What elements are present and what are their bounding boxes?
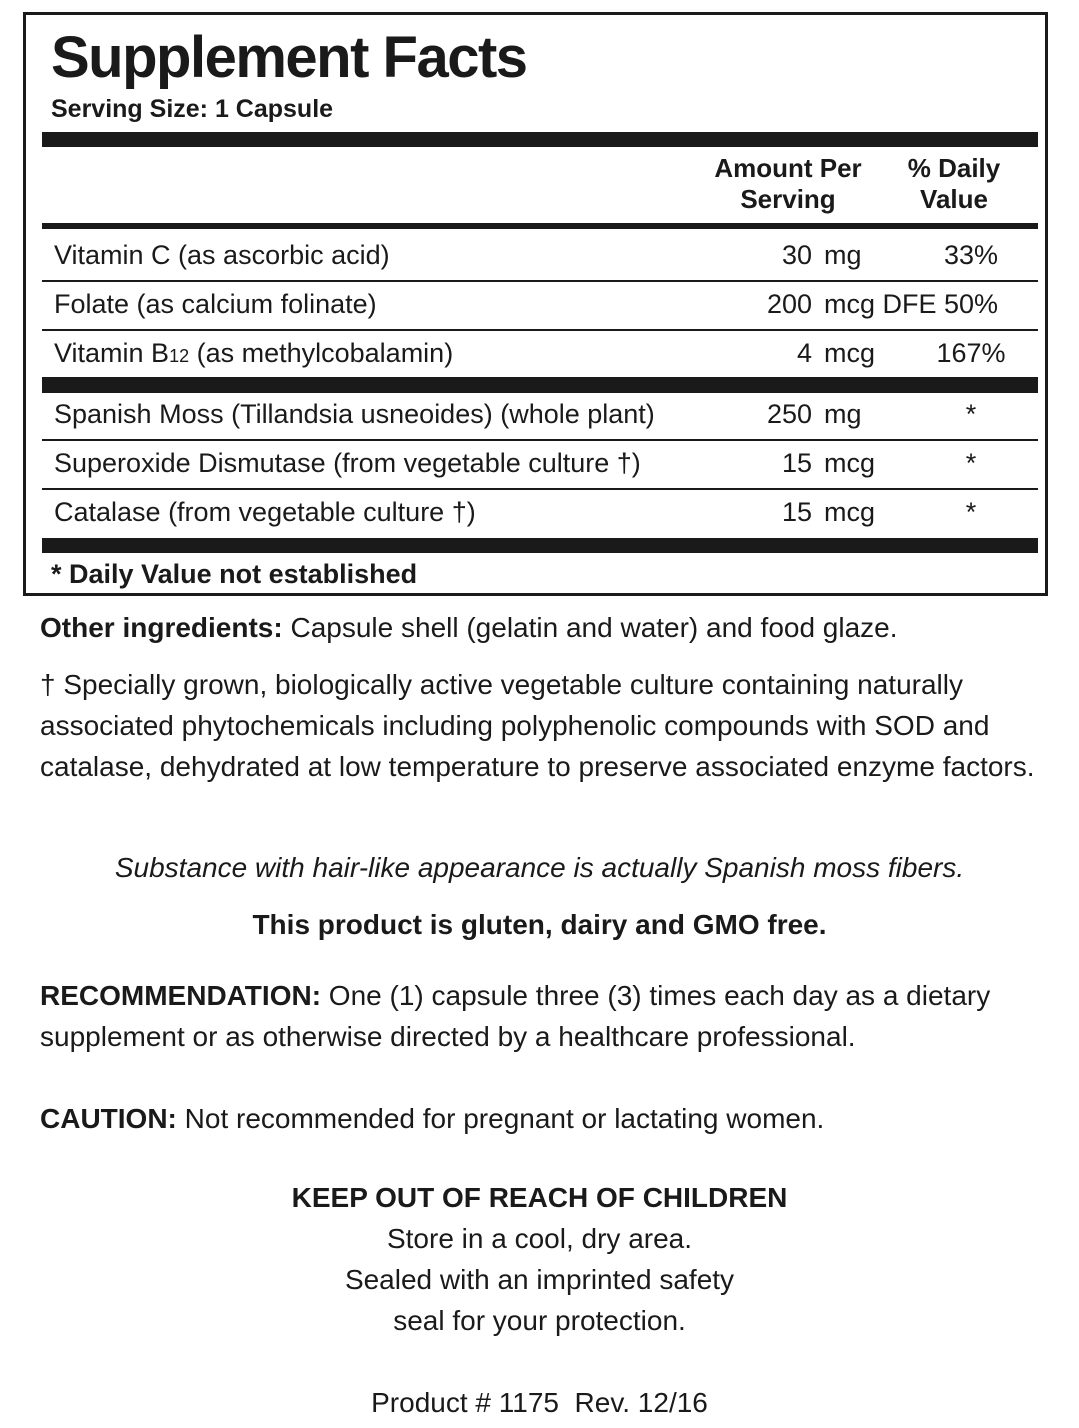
thick-divider	[42, 538, 1038, 553]
other-ingredients: Other ingredients: Capsule shell (gelatin and water) and food glaze.	[40, 612, 898, 643]
caution: CAUTION: Not recommended for pregnant or lactating women.	[40, 1103, 825, 1134]
nutrient-row-folate: Folate (as calcium folinate) 200 mcg DFE 50%	[54, 289, 999, 319]
supplement-facts-panel	[23, 12, 1048, 596]
storage-line: Store in a cool, dry area.	[386, 1223, 693, 1254]
facts-title: Supplement Facts	[51, 25, 527, 90]
serving-size: Serving Size: 1 Capsule	[51, 95, 334, 123]
ingredient-row-spanish-moss: Spanish Moss (Tillandsia usneoides) (whole plant) 250 mg *	[54, 399, 977, 429]
seal-line: seal for your protection.	[393, 1305, 686, 1336]
keep-out-of-reach: KEEP OUT OF REACH OF CHILDREN	[291, 1182, 788, 1213]
ingredient-row-catalase: Catalase (from vegetable culture †) 15 mcg *	[54, 497, 977, 527]
ingredient-row-superoxide-dismutase: Superoxide Dismutase (from vegetable culture †) 15 mcg *	[54, 448, 977, 478]
nutrient-row-vitamin-c: Vitamin C (as ascorbic acid) 30 mg 33%	[54, 240, 999, 270]
recommendation: RECOMMENDATION: One (1) capsule three (3) times each day as a dietary supplement or as otherwise directed by a healthcare professional.	[40, 980, 991, 1052]
product-number: Product # 1175 Rev. 12/16	[371, 1387, 708, 1418]
header-divider	[42, 223, 1038, 229]
daily-value-footnote: * Daily Value not established	[51, 559, 418, 589]
amount-header: Amount Per Serving	[714, 153, 862, 214]
allergen-free-note: This product is gluten, dairy and GMO free.	[252, 909, 827, 940]
nutrient-row-vitamin-b12: Vitamin B12 (as methylcobalamin) 4 mcg 167%	[54, 338, 1006, 368]
thick-divider	[42, 132, 1038, 147]
substance-note: Substance with hair-like appearance is actually Spanish moss fibers.	[114, 852, 965, 883]
daily-value-header: % Daily Value	[907, 153, 1001, 214]
vegetable-culture-note: † Specially grown, biologically active vegetable culture containing naturally associated phytochemicals including polyphenolic compounds with SOD and catalase, dehydrated at low temperature to preserve associated enzyme factors.	[40, 669, 1035, 782]
seal-line: Sealed with an imprinted safety	[344, 1264, 735, 1295]
